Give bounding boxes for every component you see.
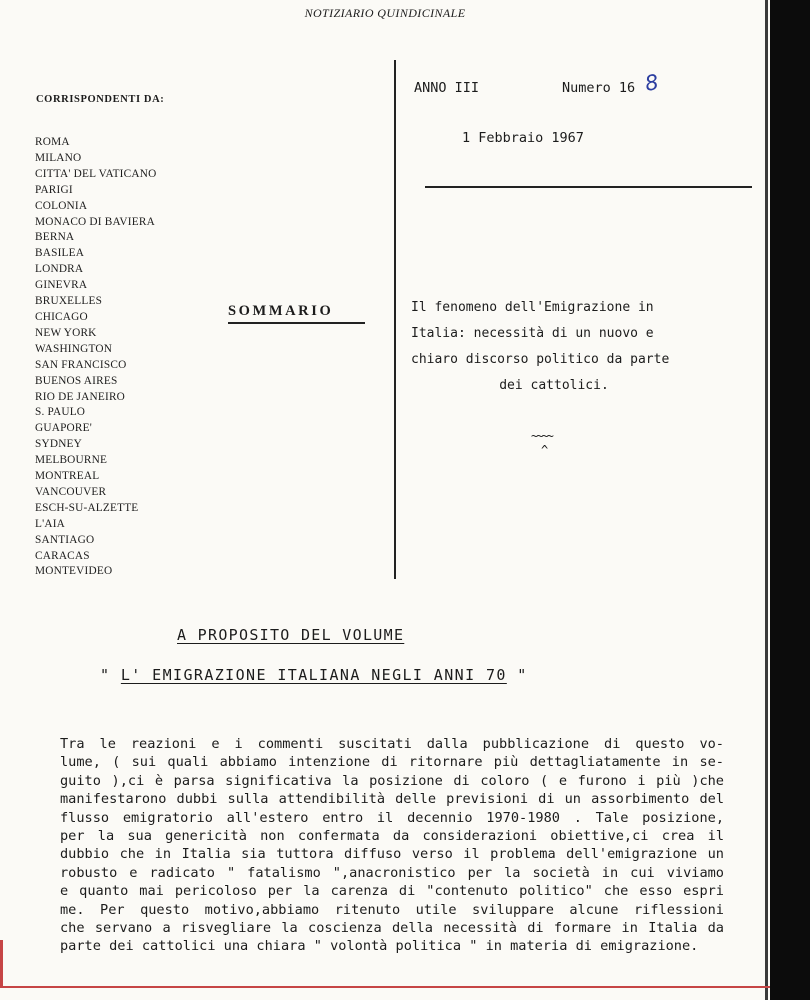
correspondent-city: LONDRA: [35, 263, 84, 276]
correspondent-city: MILANO: [35, 151, 82, 164]
sommario-heading: SOMMARIO: [228, 303, 334, 319]
article-line: Tra le reazioni e i commenti suscitati dalla pubblicazione di questo vo-: [60, 736, 724, 752]
correspondent-city: CARACAS: [35, 549, 90, 562]
article-line: robusto e radicato " fatalismo ",anacronistico per la società in cui viviamo: [60, 864, 724, 881]
correspondent-city: PARIGI: [35, 183, 73, 196]
decorative-caret: ^: [541, 443, 549, 457]
article-line: lume, ( sui quali abbiamo intenzione di ritornare più dettagliatamente in se-: [60, 754, 724, 771]
correspondent-city: BRUXELLES: [35, 295, 103, 308]
correspondent-city: GUAPORE': [35, 422, 92, 435]
correspondent-city: ESCH-SU-ALZETTE: [35, 501, 139, 514]
correspondent-city: S. PAULO: [35, 406, 86, 419]
sommario-text: [411, 295, 721, 399]
subtitle-open-quote: ": [100, 666, 111, 684]
publication-header: NOTIZIARIO QUINDICINALE: [304, 6, 466, 20]
correspondent-city: CITTA' DEL VATICANO: [35, 167, 157, 180]
page-edge-shadow: [770, 0, 810, 1000]
article-line: me. Per questo motivo,abbiamo ritenuto utile sviluppare alcune riflessioni: [60, 901, 724, 918]
article-line: manifestarono dubbi sulla attendibilità delle previsioni di un assorbimento del: [60, 791, 724, 808]
article-subtitle: [100, 666, 528, 684]
correspondent-city: L'AIA: [35, 517, 66, 530]
issue-number-label: Numero 1: [562, 80, 628, 96]
correspondent-city: ROMA: [35, 136, 70, 148]
correspondent-city: SAN FRANCISCO: [35, 358, 127, 371]
issue-date: 1 Febbraio 1967: [462, 130, 584, 146]
correspondent-city: MELBOURNE: [35, 454, 108, 467]
article-line: e quanto mai pericoloso per la carenza di "contenuto politico" che esso espri: [60, 883, 724, 900]
sommario-line: Italia: necessità di un nuovo e: [411, 326, 654, 341]
correspondent-city: MONACO DI BAVIERA: [35, 215, 155, 228]
article-line: per la sua genericità non confermata da considerazioni obiettive,ci crea il: [60, 828, 724, 845]
article-line: flusso emigratorio all'estero entro il decennio 1970-1980 . Tale posizione,: [60, 809, 724, 826]
issue-year: ANNO III: [414, 80, 480, 96]
correspondent-city: SYDNEY: [35, 438, 83, 451]
correspondent-city: VANCOUVER: [35, 485, 107, 498]
correspondent-city: MONTREAL: [35, 470, 100, 483]
correspondent-city: NEW YORK: [35, 326, 97, 339]
article-line: guito ),ci è parsa significativa la posizione di coloro ( e furono i più )che: [60, 772, 724, 789]
article-title: A PROPOSITO DEL VOLUME: [177, 626, 405, 644]
article-line: parte dei cattolici una chiara " volontà politica " in materia di emigrazione.: [60, 938, 699, 955]
article-body: [60, 735, 724, 956]
correspondent-city: BUENOS AIRES: [35, 374, 118, 387]
red-bottom-rule: [0, 986, 770, 988]
article-line: dubbio che in Italia sia tuttora diffuso verso il problema dell'emigrazione un: [60, 846, 724, 863]
correspondent-city: BERNA: [35, 231, 75, 244]
sommario-line: chiaro discorso politico da parte: [411, 352, 670, 367]
red-margin-mark: [0, 940, 3, 988]
correspondent-city: WASHINGTON: [35, 342, 113, 355]
subtitle-text: L' EMIGRAZIONE ITALIANA NEGLI ANNI 70: [120, 666, 507, 684]
correspondent-city: CHICAGO: [35, 310, 88, 323]
correspondents-city-list: [35, 135, 156, 580]
issue-number: [562, 80, 635, 96]
page-edge-line: [765, 0, 768, 1000]
vertical-divider: [394, 60, 396, 579]
correspondent-city: BASILEA: [35, 247, 85, 260]
sommario-underline: [228, 322, 365, 324]
correspondent-city: COLONIA: [35, 199, 88, 212]
handwritten-number-correction: 8: [643, 70, 661, 96]
date-underline: [425, 186, 752, 188]
sommario-line: Il fenomeno dell'Emigrazione in: [411, 300, 654, 315]
correspondents-title: CORRISPONDENTI DA:: [36, 94, 165, 105]
sommario-line: dei cattolici.: [499, 378, 609, 393]
correspondent-city: MONTEVIDEO: [35, 565, 113, 578]
decorative-tilde: ~~~~: [531, 429, 552, 443]
issue-number-digit: 6: [627, 80, 636, 96]
correspondent-city: RIO DE JANEIRO: [35, 390, 126, 403]
correspondent-city: GINEVRA: [35, 279, 88, 292]
article-line: che servano a risvegliare la coscienza della necessità di formare in Italia da: [60, 920, 724, 937]
correspondent-city: SANTIAGO: [35, 533, 95, 546]
subtitle-close-quote: ": [517, 666, 528, 684]
